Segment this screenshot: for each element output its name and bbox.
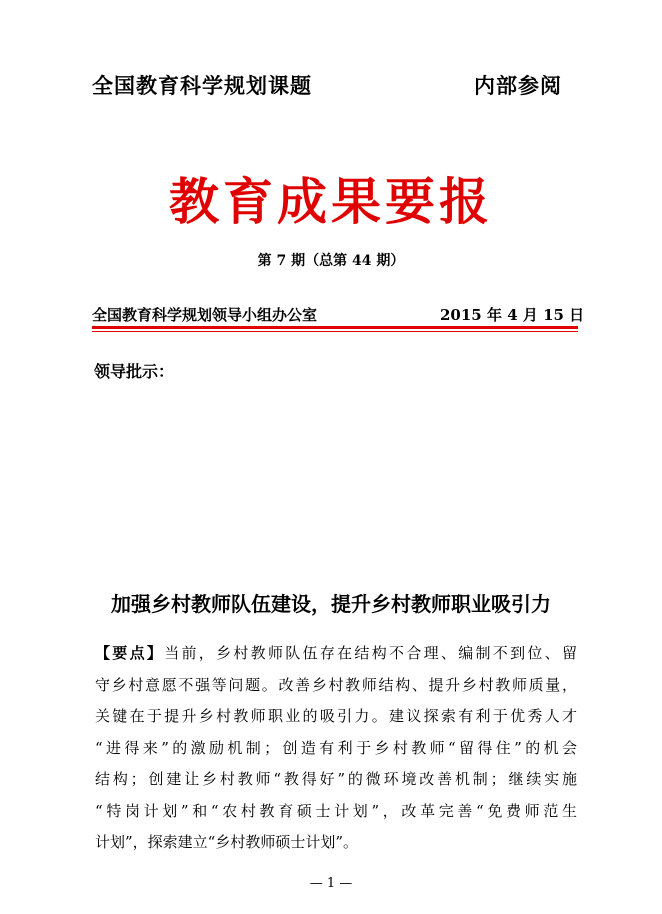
summary-line-text: 当前，乡村教师队伍存在结构不合理、编制不到位、留: [164, 644, 577, 662]
header-right-text: 内部参阅: [474, 73, 562, 98]
red-divider-thin: [92, 331, 578, 332]
summary-line: “特岗计划”和“农村教育硕士计划”，改革完善“免费师范生: [95, 801, 577, 820]
summary-line: 守乡村意愿不强等问题。改善乡村教师结构、提升乡村教师质量，: [95, 675, 577, 694]
issuing-office: 全国教育科学规划领导小组办公室: [92, 306, 318, 324]
masthead-title: 教育成果要报: [169, 172, 493, 231]
summary-paragraph: [95, 638, 577, 859]
leader-instruction-label: 领导批示：: [94, 362, 175, 381]
header-left-text: 全国教育科学规划课题: [92, 73, 312, 98]
red-divider-thick: [92, 326, 578, 329]
article-title: 加强乡村教师队伍建设，提升乡村教师职业吸引力: [111, 592, 551, 616]
page-number: — 1 —: [309, 876, 353, 891]
publish-date: 2015 年 4 月 15 日: [440, 306, 585, 324]
summary-label: 【要点】: [95, 644, 165, 662]
summary-line: 计划”，探索建立“乡村教师硕士计划”。: [95, 833, 359, 851]
summary-line: [95, 638, 577, 670]
issue-number: 第 7 期（总第 44 期）: [257, 253, 405, 269]
summary-line: “进得来”的激励机制；创造有利于乡村教师“留得住”的机会: [95, 738, 577, 757]
summary-line: 结构；创建让乡村教师“教得好”的微环境改善机制；继续实施: [95, 770, 577, 788]
summary-line: 关键在于提升乡村教师职业的吸引力。建议探索有利于优秀人才: [95, 707, 577, 725]
